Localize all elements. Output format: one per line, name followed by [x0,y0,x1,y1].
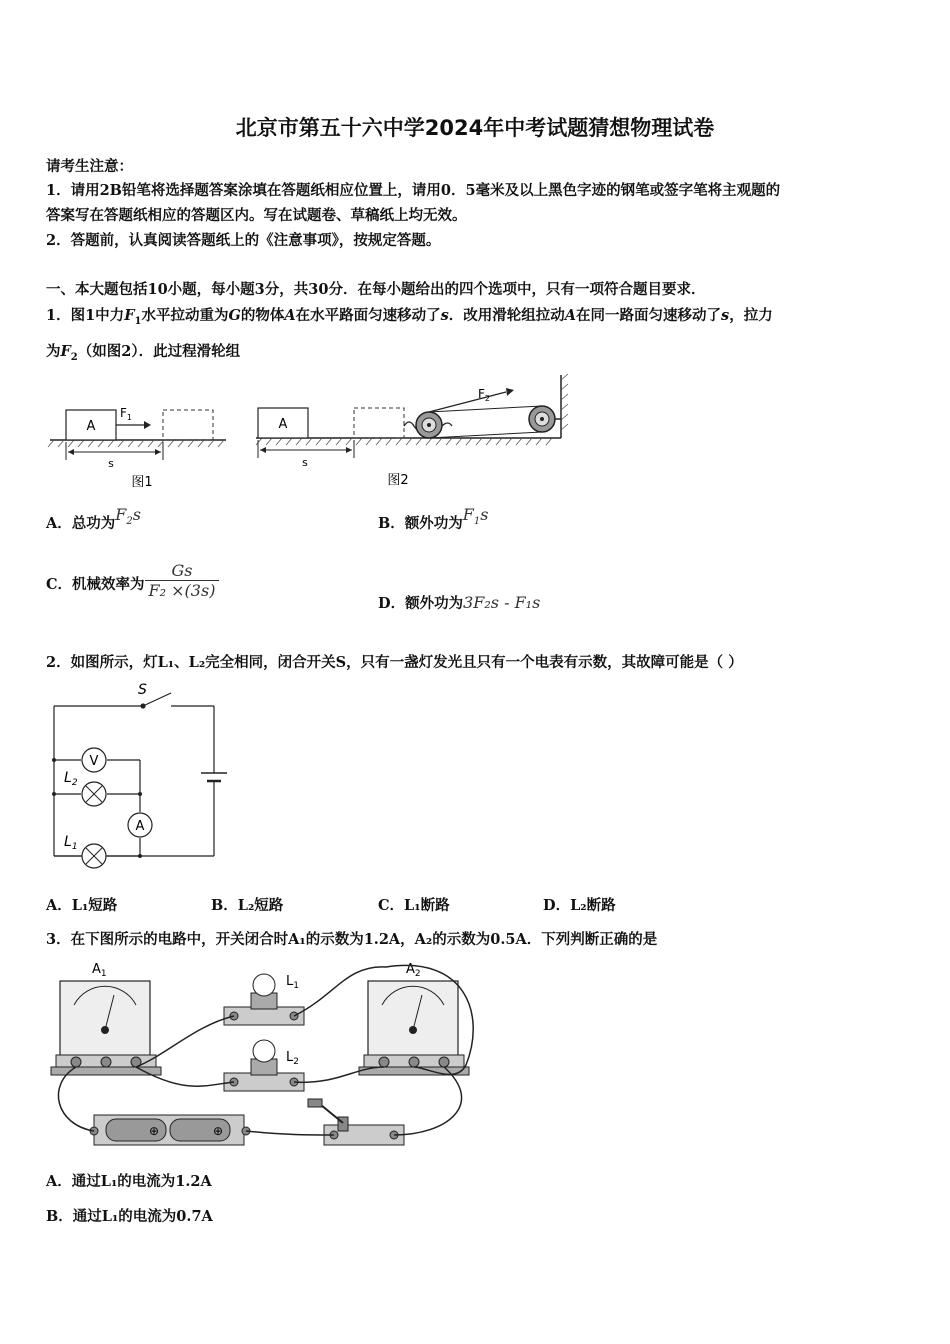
a1-label: $A_1$ [92,962,107,979]
notice-line-1b: 答案写在答题纸相应的答题区内。写在试题卷、草稿纸上均无效。 [46,207,467,224]
fig1-caption: 图1 [131,475,153,490]
fig2-caption: 图2 [387,473,409,488]
fig1-force-label: $F_1$ [120,406,132,422]
q3-option-b[interactable]: B．通过L₁的电流为0.7A [46,1208,213,1225]
l2-label: $L_2$ [64,770,78,788]
figure-2 [256,374,568,488]
fig2-distance: s [302,456,308,469]
q2-option-c[interactable]: C．L₁断路 [378,897,450,914]
q3-option-a[interactable]: A．通过L₁的电流为1.2A [46,1173,212,1190]
lamp-l1 [82,844,140,868]
q1-option-b[interactable]: B．额外功为$F_1s$ [378,505,489,532]
switch-label: S [138,682,147,698]
fig1-dashed-block [163,410,213,440]
q1-stem-line2: 为$F_2$（如图2）．此过程滑轮组 [46,343,241,363]
svg-text:⊕: ⊕ [212,1124,224,1138]
svg-text:⊕: ⊕ [148,1124,160,1138]
fig1-block-label: A [86,419,96,434]
notice-line-1a: 1．请用2B铅笔将选择题答案涂填在答题纸相应位置上，请用0．5毫米及以上黑色字迹的钢笔或签字笔将主观题的 [46,182,781,199]
figure-1 [48,406,226,490]
fig2-force-label: $F_2$ [478,387,490,403]
battery-pack [90,1115,250,1145]
q3-l1-label: $L_1$ [286,974,299,991]
q1-option-c[interactable]: C．机械效率为 $\frac{Gs}{\text{F₂ ×(3s)}}$ [46,567,219,606]
voltmeter [82,748,106,772]
notice-line-2: 2．答题前，认真阅读答题纸上的《注意事项》，按规定答题。 [46,232,441,249]
ammeter [128,813,152,837]
q2-option-a[interactable]: A．L₁短路 [46,897,118,914]
svg-text:V: V [89,754,99,769]
l1-label: $L_1$ [64,834,78,852]
q2-circuit [46,678,236,873]
q1-figures [46,370,576,495]
fig2-block-label: A [278,417,288,432]
q3-stem: 3．在下图所示的电路中，开关闭合时A₁的示数为1.2A，A₂的示数为0.5A．下列判断正确的是 [46,931,658,948]
svg-text:A: A [135,819,145,834]
notice-heading: 请考生注意： [46,158,133,175]
lamp-l2-board [224,1040,304,1091]
a2-label: $A_2$ [406,962,421,979]
lamp-l2 [82,782,106,806]
knife-switch [308,1099,404,1145]
exam-title: 北京市第五十六中学2024年中考试题猜想物理试卷 [235,116,715,140]
ammeter-a2 [359,981,469,1075]
fig2-dashed-block [354,408,404,438]
q1-option-d[interactable]: D．额外功为3F₂s - F₁s [378,593,541,612]
q1-option-a[interactable]: A．总功为$F_2s$ [46,505,141,532]
ammeter-a1 [51,981,161,1075]
q3-l2-label: $L_2$ [286,1050,299,1067]
fig1-distance: s [108,457,114,470]
q3-circuit [46,955,496,1155]
q2-option-b[interactable]: B．L₂短路 [211,897,284,914]
q2-stem: 2．如图所示，灯L₁、L₂完全相同，闭合开关S，只有一盏灯发光且只有一个电表有示数，其故障可能是（ ） [46,654,743,671]
section-heading: 一、本大题包括10小题，每小题3分，共30分．在每小题给出的四个选项中，只有一项符合题目要求． [46,281,706,298]
q1-stem-line1: 1．图1中力$F_1$水平拉动重为G的物体A在水平路面匀速移动了s．改用滑轮组拉动A在同一路面匀速移动了s，拉力 [46,307,773,327]
q2-option-d[interactable]: D．L₂断路 [543,897,616,914]
